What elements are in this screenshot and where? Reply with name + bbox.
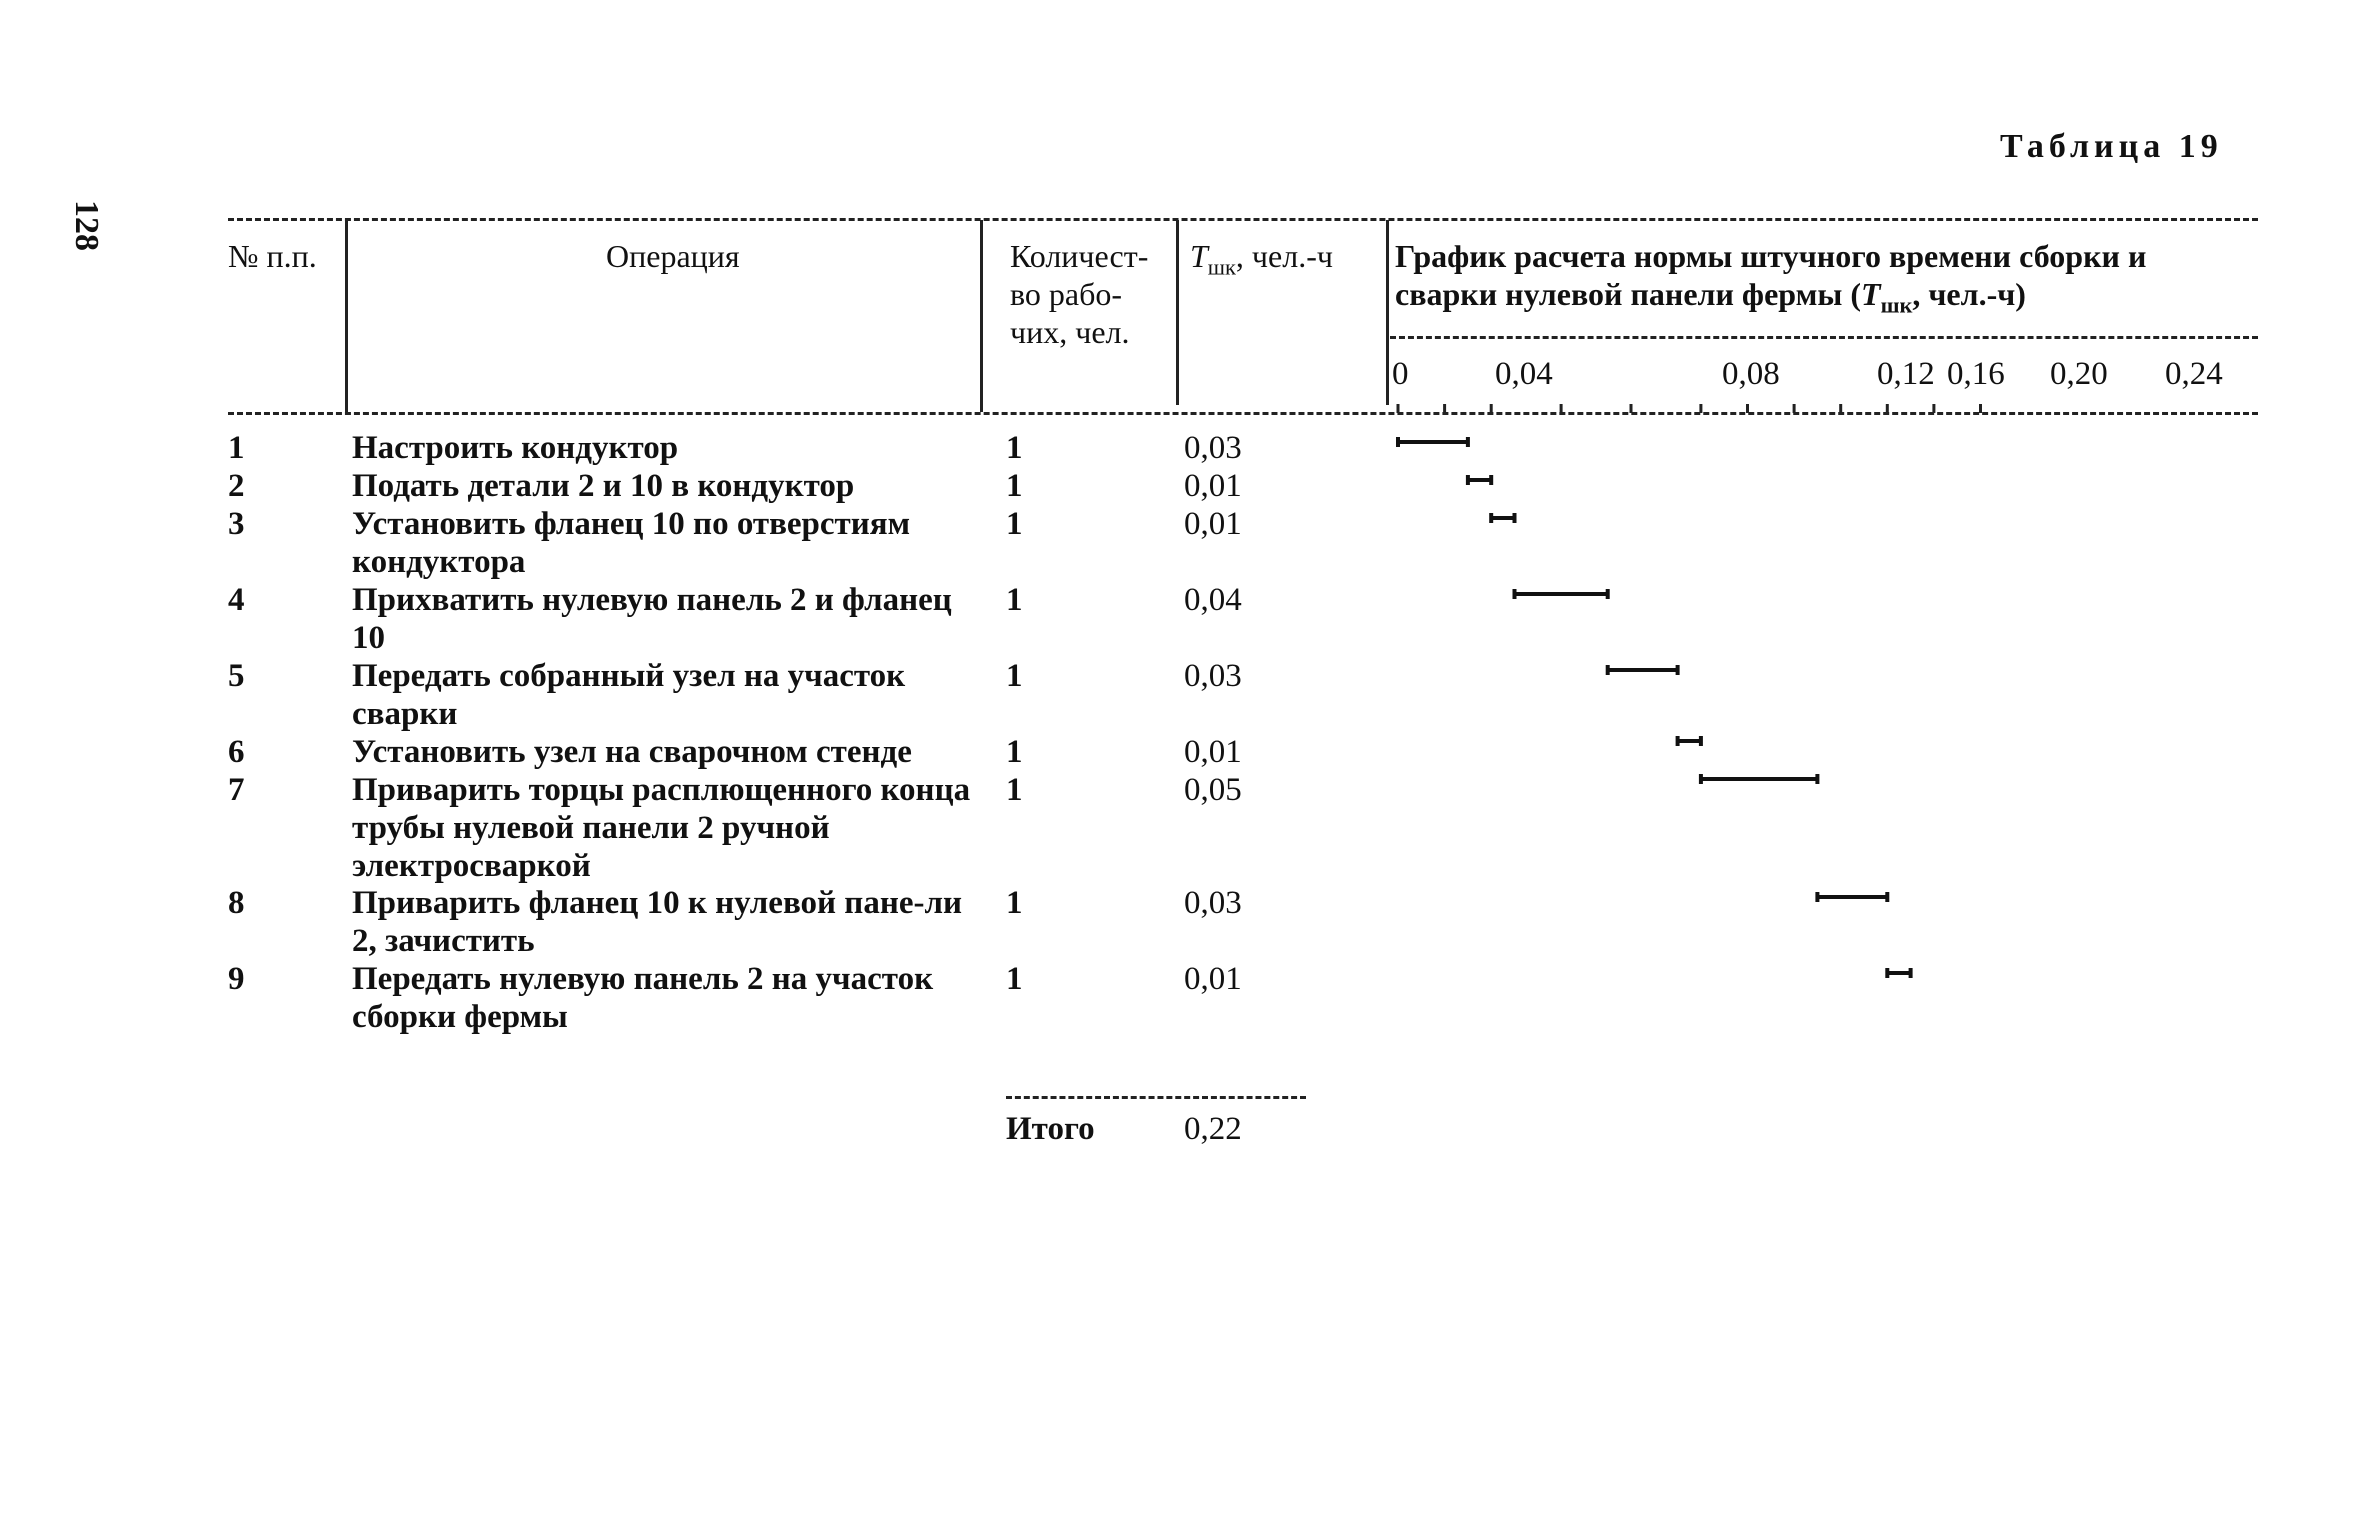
gantt-bar-task-1 xyxy=(1398,437,1468,447)
gantt-bar-task-9 xyxy=(1887,968,1910,978)
row-4-num: 4 xyxy=(228,582,245,618)
axis-tick-label: 0,12 xyxy=(1877,356,1935,392)
header-time-symbol: T xyxy=(1190,238,1208,274)
row-8-num: 8 xyxy=(228,885,245,921)
row-3-time: 0,01 xyxy=(1184,506,1242,542)
row-4-operation: Прихватить нулевую панель 2 и фланец 10 xyxy=(352,582,952,656)
row-9-time: 0,01 xyxy=(1184,961,1242,997)
row-1-time: 0,03 xyxy=(1184,430,1242,466)
row-9-operation: Передать нулевую панель 2 на участок сборки фермы xyxy=(352,961,934,1035)
row-3-num: 3 xyxy=(228,506,245,542)
row-2-time: 0,01 xyxy=(1184,468,1242,504)
axis-tick-label: 0,04 xyxy=(1495,356,1553,392)
total-value: 0,22 xyxy=(1184,1111,1242,1147)
row-3-workers: 1 xyxy=(1006,506,1023,542)
row-4-time: 0,04 xyxy=(1184,582,1242,618)
page-number: 128 xyxy=(68,200,105,251)
axis-tick-label: 0 xyxy=(1392,356,1409,392)
header-num: № п.п. xyxy=(228,238,317,274)
gantt-bar-task-4 xyxy=(1515,589,1608,599)
row-7-time: 0,05 xyxy=(1184,772,1242,808)
header-time-unit: , чел.-ч xyxy=(1235,238,1333,274)
gantt-bar-task-8 xyxy=(1817,892,1887,902)
gantt-bar-task-7 xyxy=(1701,774,1818,784)
row-2-num: 2 xyxy=(228,468,245,504)
axis-tick-label: 0,08 xyxy=(1722,356,1780,392)
row-7-workers: 1 xyxy=(1006,772,1023,808)
row-5-time: 0,03 xyxy=(1184,658,1242,694)
total-label: Итого xyxy=(1006,1111,1095,1147)
row-8-operation: Приварить фланец 10 к нулевой пане-ли 2, зачистить xyxy=(352,885,963,959)
row-7-operation: Приварить торцы расплющенного конца трубы нулевой панели 2 ручной электросваркой xyxy=(352,772,971,884)
row-1-operation: Настроить кондуктор xyxy=(352,430,679,466)
table-title: Таблица 19 xyxy=(2000,128,2223,165)
row-1-workers: 1 xyxy=(1006,430,1023,466)
gantt-bar-task-3 xyxy=(1491,513,1514,523)
row-6-time: 0,01 xyxy=(1184,734,1242,770)
header-workers-line2: во рабо- xyxy=(1010,276,1123,312)
header-chart-line2-pre: сварки нулевой панели фермы ( xyxy=(1395,276,1862,312)
row-5-operation: Передать собранный узел на участок сварки xyxy=(352,658,906,732)
header-workers-line1: Количест- xyxy=(1010,238,1149,274)
row-8-workers: 1 xyxy=(1006,885,1023,921)
row-3-operation: Установить фланец 10 по отверстиям кондуктора xyxy=(352,506,911,580)
header-workers-line3: чих, чел. xyxy=(1010,314,1130,350)
row-1-num: 1 xyxy=(228,430,245,466)
row-6-workers: 1 xyxy=(1006,734,1023,770)
row-4-workers: 1 xyxy=(1006,582,1023,618)
gantt-bar-task-2 xyxy=(1468,475,1491,485)
axis-tick-label: 0,16 xyxy=(1947,356,2005,392)
row-6-num: 6 xyxy=(228,734,245,770)
axis-tick-label: 0,20 xyxy=(2050,356,2108,392)
gantt-bar-task-6 xyxy=(1678,736,1701,746)
row-9-num: 9 xyxy=(228,961,245,997)
row-2-workers: 1 xyxy=(1006,468,1023,504)
header-operation: Операция xyxy=(606,238,740,274)
row-7-num: 7 xyxy=(228,772,245,808)
header-time-sub: шк xyxy=(1207,254,1236,280)
row-5-workers: 1 xyxy=(1006,658,1023,694)
row-9-workers: 1 xyxy=(1006,961,1023,997)
header-chart-line2-post: , чел.-ч) xyxy=(1912,276,2026,312)
header-chart-line2-symbol: T xyxy=(1861,276,1881,312)
axis-tick-label: 0,24 xyxy=(2165,356,2223,392)
row-5-num: 5 xyxy=(228,658,245,694)
row-6-operation: Установить узел на сварочном стенде xyxy=(352,734,912,770)
row-8-time: 0,03 xyxy=(1184,885,1242,921)
row-2-operation: Подать детали 2 и 10 в кондуктор xyxy=(352,468,855,504)
gantt-bar-task-5 xyxy=(1608,665,1678,675)
header-chart-line1: График расчета нормы штучного времени сборки и xyxy=(1395,238,2147,274)
header-chart-line2-sub: шк xyxy=(1880,292,1913,318)
